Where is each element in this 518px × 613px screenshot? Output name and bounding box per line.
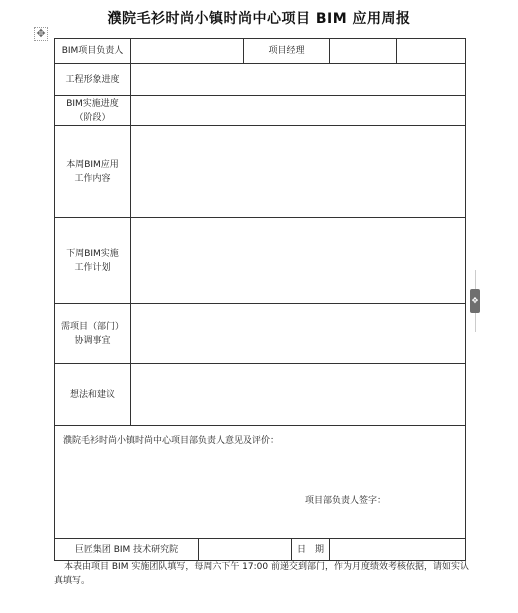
date-field[interactable]: [330, 539, 466, 561]
bim-stage-label-line1: BIM实施进度: [66, 98, 119, 109]
institute-field[interactable]: [199, 539, 292, 561]
bim-stage-label-line2: （阶段）: [74, 112, 111, 123]
project-manager-extra-field[interactable]: [397, 39, 466, 64]
this-week-label-line2: 工作内容: [74, 173, 111, 184]
row-next-week: [55, 218, 466, 304]
bim-lead-field[interactable]: [131, 39, 244, 64]
move-handle-icon[interactable]: ✥: [34, 27, 48, 41]
bim-stage-field[interactable]: [131, 96, 466, 126]
coordination-label-line1: 需项目（部门）: [60, 321, 124, 332]
project-manager-field[interactable]: [330, 39, 397, 64]
bim-stage-label: [55, 96, 131, 126]
row-institute: [55, 539, 466, 561]
coordination-field[interactable]: [131, 304, 466, 364]
bim-lead-label: BIM项目负责人: [55, 39, 131, 64]
row-comment: [55, 426, 466, 539]
progress-field[interactable]: [131, 64, 466, 96]
comment-field[interactable]: [55, 426, 466, 539]
suggestions-field[interactable]: [131, 364, 466, 426]
next-week-field[interactable]: [131, 218, 466, 304]
row-bim-lead: [55, 39, 466, 64]
next-week-label-line2: 工作计划: [74, 262, 111, 273]
side-tab-icon[interactable]: ✥: [470, 289, 480, 313]
progress-label: 工程形象进度: [55, 64, 131, 96]
this-week-label: [55, 126, 131, 218]
date-label: 日 期: [292, 539, 330, 561]
coordination-label: [55, 304, 131, 364]
report-title: 濮院毛衫时尚小镇时尚中心项目 BIM 应用周报: [107, 11, 411, 27]
next-week-label: [55, 218, 131, 304]
row-coordination: [55, 304, 466, 364]
next-week-label-line1: 下周BIM实施: [66, 248, 119, 259]
institute-label: 巨匠集团 BIM 技术研究院: [55, 539, 199, 561]
signature-label: 项目部负责人签字：: [305, 496, 387, 506]
this-week-label-line1: 本周BIM应用: [66, 159, 119, 170]
row-progress: [55, 64, 466, 96]
footnote: 本表由项目 BIM 实施团队填写，每周六下午 17:00 前递交到部门，作为月度绩效考核依据，请如实认真填写。: [54, 562, 469, 586]
row-this-week: [55, 126, 466, 218]
comment-label: 濮院毛衫时尚小镇时尚中心项目部负责人意见及评价：: [63, 436, 280, 446]
project-manager-label: 项目经理: [244, 39, 330, 64]
row-bim-stage: [55, 96, 466, 126]
coordination-label-line2: 协调事宜: [74, 335, 111, 346]
suggestions-label: 想法和建议: [55, 364, 131, 426]
row-suggestions: [55, 364, 466, 426]
weekly-report-table: [54, 38, 466, 561]
this-week-field[interactable]: [131, 126, 466, 218]
